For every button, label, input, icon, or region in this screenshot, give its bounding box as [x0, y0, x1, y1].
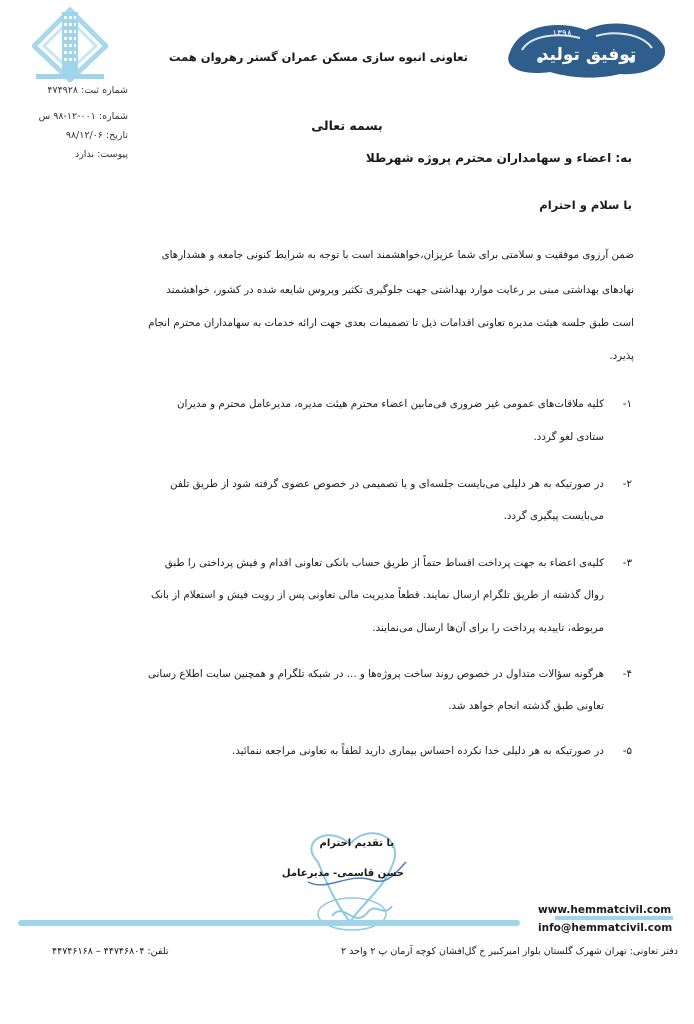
signer-name: حسن قاسمی- مدیرعامل	[281, 868, 404, 879]
company-logo-icon	[32, 6, 108, 82]
item-line: می‌بایست پیگیری گردد.	[503, 510, 604, 522]
intro-line: ضمن آرزوی موفقیت و سلامتی برای شما عزیزان،خواهشمند است با توجه به شرایط کنونی جامعه و هشدارهای	[161, 249, 634, 261]
item-line: در صورتیکه به هر دلیلی می‌بایست جلسه‌ای و یا تصمیمی در خصوص عضوی گرفته شود از طریق تلفن	[170, 478, 604, 490]
letter-number: شماره: ۰۰۱-۱۲-۹۸ س	[38, 111, 128, 122]
item-number: ۲-	[622, 478, 632, 490]
item-number: ۵-	[622, 745, 632, 757]
intro-line: پذیرد.	[609, 350, 634, 362]
email-link[interactable]: info@hemmatcivil.com	[538, 922, 673, 934]
item-line: در صورتیکه به هر دلیلی خدا نکرده احساس بیماری دارید لطفاً به تعاونی مراجعه ننمائید.	[232, 745, 604, 757]
item-line: مربوطه، تاییدیه پرداخت را برای آن‌ها ارسال می‌نمایند.	[372, 622, 604, 634]
basmala: بسمه تعالی	[311, 118, 383, 133]
item-number: ۴-	[622, 668, 632, 680]
letter-date: تاریخ: ۹۸/۱۲/۰۶	[65, 130, 128, 141]
closing-text: با تقدیم احترام	[319, 838, 394, 849]
footer-accent-bar	[18, 920, 520, 926]
registration-number: شماره ثبت: ۴۷۴۹۲۸	[47, 85, 128, 96]
item-line: روال گذشته از طریق تلگرام ارسال نمایند. قطعاً مدیریت مالی تعاونی پس از رویت فیش و استعلام از بانک	[150, 589, 604, 601]
attachment: پیوست: ندارد	[74, 149, 128, 160]
office-address: دفتر تعاونی: تهران شهرک گلستان بلوار امیرکبیر خ گل‌افشان کوچه آرمان پ ۲ واحد ۲	[341, 946, 678, 957]
intro-line: است طبق جلسه هیئت مدیره تعاونی اقدامات ذیل تا تصمیمات بعدی جهت ارائه خدمات به سهامداران محترم انجام	[148, 317, 634, 329]
website-link[interactable]: www.hemmatcivil.com	[538, 904, 672, 916]
calligraphy-logo-icon	[500, 16, 672, 82]
phone-numbers: تلفن: ۴۴۷۴۶۸۰۴ – ۴۴۷۴۶۱۶۸	[52, 946, 169, 957]
recipient-line: به: اعضاء و سهامداران محترم پروژه شهرطلا	[365, 151, 632, 165]
footer-accent-bar-right	[555, 916, 673, 920]
item-line: کلیه ملاقات‌های عمومی غیر ضروری فی‌مابین اعضاء محترم هیئت مدیره، مدیرعامل محترم و مدیران	[176, 398, 604, 410]
greeting: با سلام و احترام	[539, 198, 632, 212]
item-line: تعاونی طبق گذشته انجام خواهد شد.	[448, 700, 604, 712]
item-line: ستادی لغو گردد.	[533, 431, 604, 443]
logo-right-year: ۱۳۹۸	[552, 29, 572, 39]
item-line: کلیه‌ی اعضاء به جهت پرداخت اقساط حتماً از طریق حساب بانکی تعاونی اقدام و فیش پرداختی را طبق	[164, 557, 604, 569]
item-line: هرگونه سؤالات متداول در خصوص روند ساخت پروژه‌ها و ... در شبکه تلگرام و همچنین سایت اطلاع رسانی	[147, 668, 604, 680]
intro-line: نهادهای بهداشتی مبنی بر رعایت موارد بهداشتی جهت جلوگیری تکثیر ویروس شایعه شده در کشور، خواهشمند	[166, 284, 634, 296]
company-name: تعاونی انبوه سازی مسکن عمران گستر رهروان همت	[168, 50, 468, 64]
item-number: ۳-	[622, 557, 632, 569]
logo-right-text: توفیق تولید	[539, 45, 637, 65]
item-number: ۱-	[622, 398, 632, 410]
